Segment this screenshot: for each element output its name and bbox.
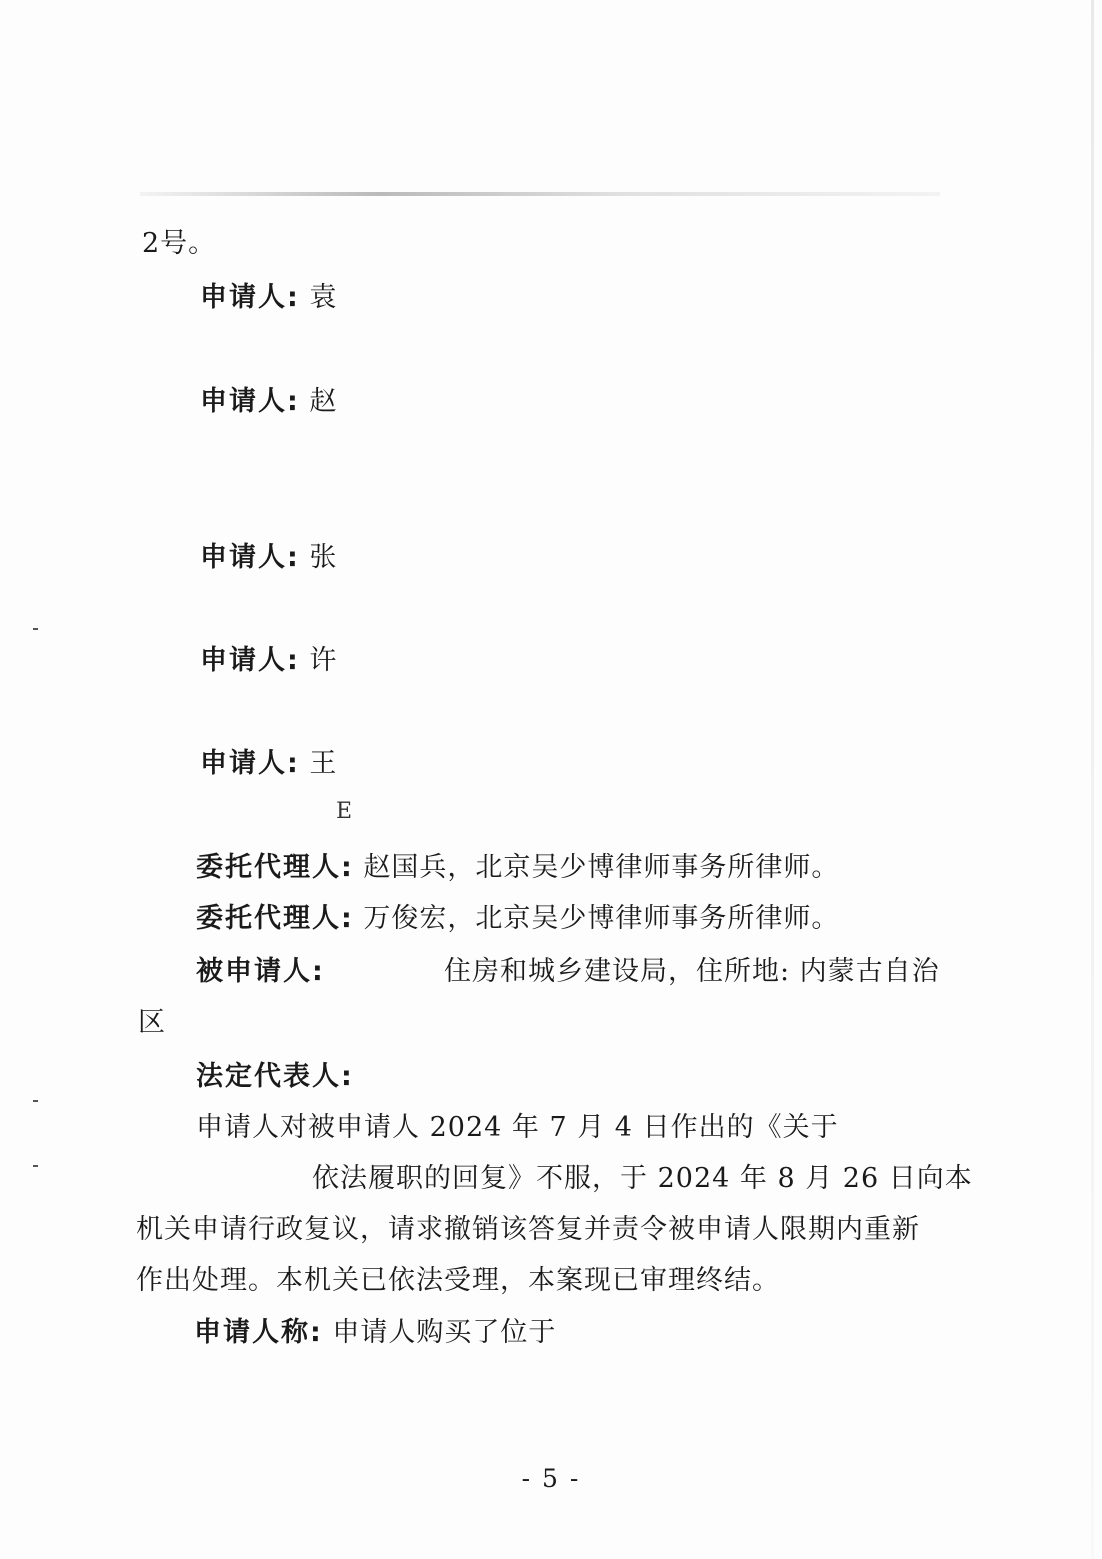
applicant-name: 赵 bbox=[309, 386, 338, 417]
agent-2 bbox=[196, 902, 839, 936]
applicant-label: 申请人: bbox=[200, 645, 300, 676]
applicant-name: 张 bbox=[309, 542, 338, 573]
applicant-3 bbox=[200, 541, 337, 575]
truncated-fragment bbox=[336, 795, 353, 829]
applicant-5 bbox=[200, 747, 337, 781]
respondent bbox=[196, 955, 940, 989]
body-line-1 bbox=[142, 227, 216, 261]
body-line-12 bbox=[196, 1111, 839, 1145]
applicant-label: 申请人: bbox=[200, 542, 300, 573]
legal-rep-label: 法定代表人: bbox=[196, 1061, 354, 1092]
page-number: - 5 - bbox=[521, 1464, 581, 1493]
agent-info: 赵国兵，北京吴少博律师事务所律师。 bbox=[363, 852, 840, 883]
claim-label: 申请人称: bbox=[194, 1317, 323, 1348]
applicant-name: 王 bbox=[309, 748, 338, 779]
body-line-13 bbox=[312, 1162, 973, 1196]
body-line-15 bbox=[136, 1264, 780, 1298]
scan-artifact-streak bbox=[140, 192, 940, 196]
fragment-text: E bbox=[336, 799, 354, 824]
agent-label: 委托代理人: bbox=[196, 852, 354, 883]
applicant-label: 申请人: bbox=[200, 748, 300, 779]
applicant-label: 申请人: bbox=[200, 282, 300, 313]
body-line-14 bbox=[136, 1213, 920, 1247]
applicant-2 bbox=[200, 385, 337, 419]
line-text: 作出处理。本机关已依法受理，本案现已审理终结。 bbox=[136, 1265, 780, 1296]
legal-representative bbox=[196, 1060, 354, 1094]
scan-artifact-speck bbox=[33, 1100, 38, 1102]
claim-text: 申请人购买了位于 bbox=[332, 1317, 557, 1348]
agent-info: 万俊宏，北京吴少博律师事务所律师。 bbox=[363, 903, 840, 934]
line-text: 申请人对被申请人 2024 年 7 月 4 日作出的《关于 bbox=[196, 1112, 839, 1143]
applicant-label: 申请人: bbox=[200, 386, 300, 417]
agent-1 bbox=[196, 851, 839, 885]
respondent-info: 住房和城乡建设局，住所地: 内蒙古自治 bbox=[444, 956, 940, 987]
applicant-1 bbox=[200, 281, 337, 315]
scan-artifact-edge bbox=[1091, 0, 1094, 1559]
respondent-continued bbox=[138, 1006, 166, 1040]
applicant-name: 袁 bbox=[309, 282, 338, 313]
agent-label: 委托代理人: bbox=[196, 903, 354, 934]
line-text: 机关申请行政复议，请求撤销该答复并责令被申请人限期内重新 bbox=[136, 1214, 920, 1245]
scan-artifact-speck bbox=[33, 1165, 38, 1167]
line-text: 2号。 bbox=[142, 228, 217, 259]
applicant-claim bbox=[194, 1316, 556, 1350]
applicant-4 bbox=[200, 644, 337, 678]
respondent-label: 被申请人: bbox=[196, 956, 325, 987]
scan-artifact-speck bbox=[33, 628, 38, 630]
applicant-name: 许 bbox=[309, 645, 338, 676]
line-text: 区 bbox=[138, 1007, 166, 1038]
line-text: 依法履职的回复》不服，于 2024 年 8 月 26 日向本 bbox=[312, 1163, 973, 1194]
